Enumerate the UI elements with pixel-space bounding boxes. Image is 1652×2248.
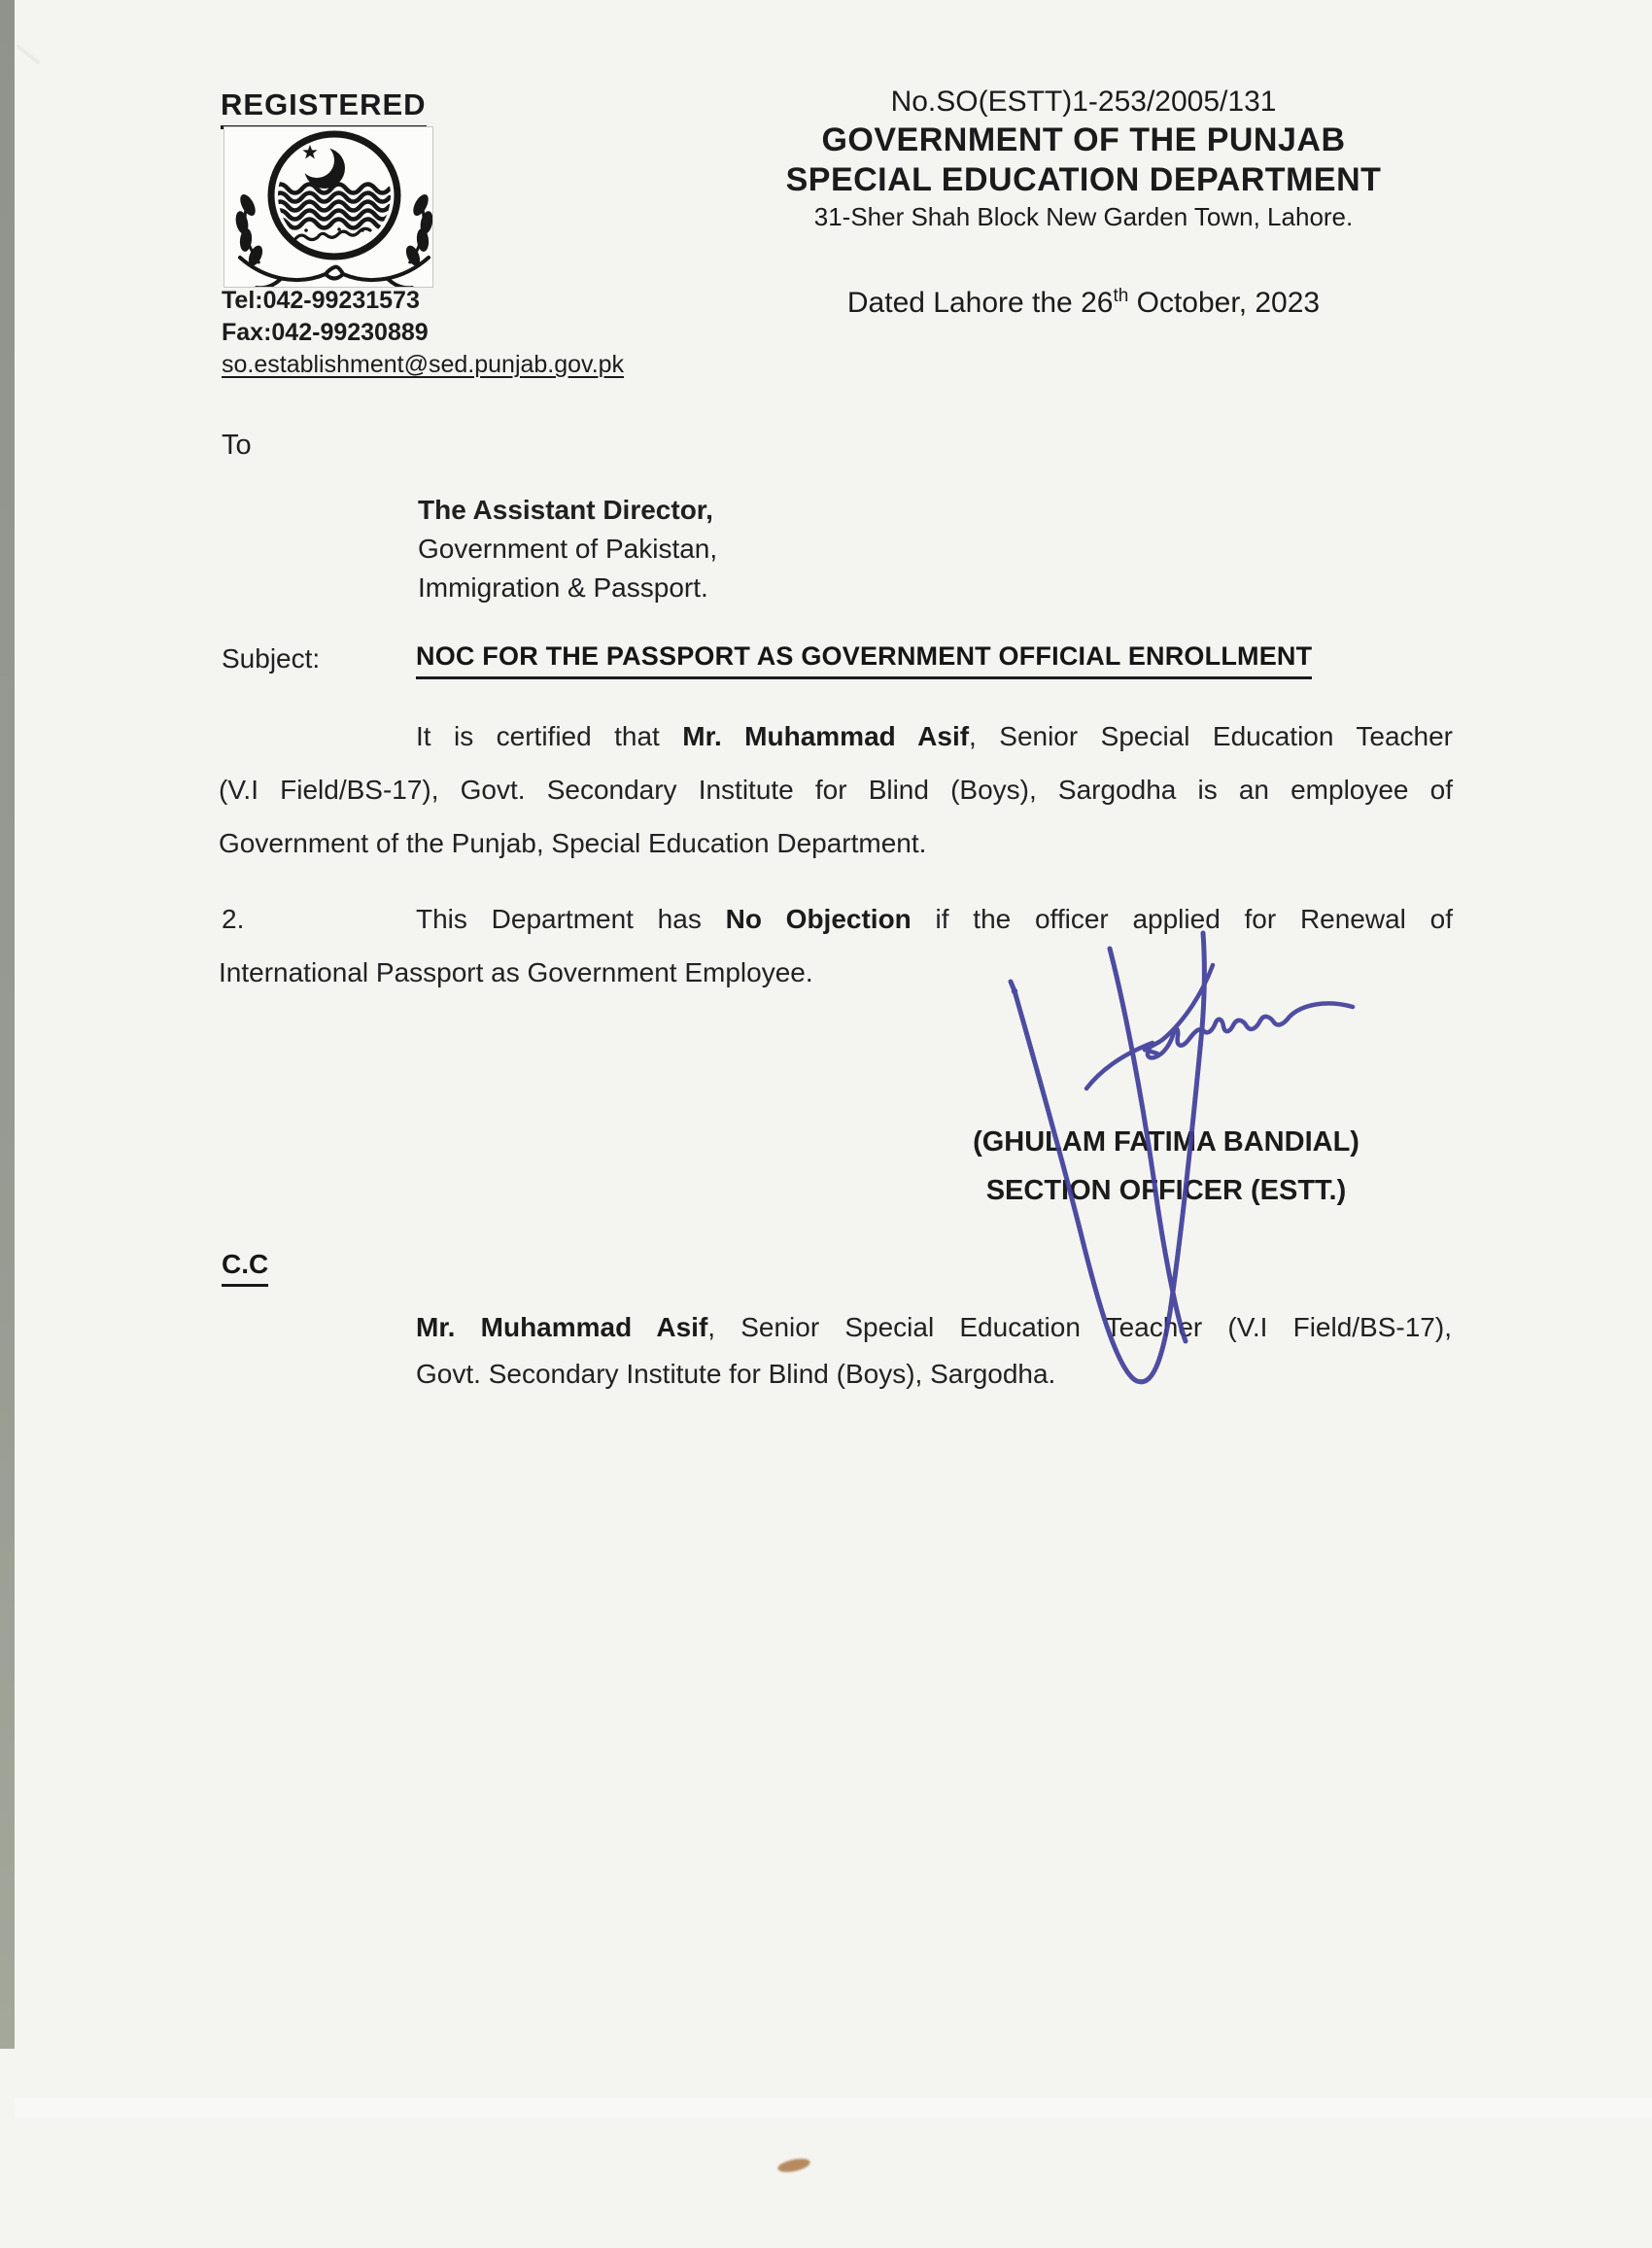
cc-text: , Senior Special Education Teacher (V.I Field/BS-17), [707, 1312, 1452, 1342]
paragraph-1-line-3: Government of the Punjab, Special Education Department. [219, 828, 927, 858]
registered-label: REGISTERED [221, 87, 427, 129]
to-label: To [222, 430, 252, 461]
org-department: SPECIAL EDUCATION DEPARTMENT [785, 161, 1382, 198]
department-crest-box [224, 126, 433, 288]
paper-stain [776, 2157, 811, 2175]
cc-line-1 [416, 1304, 1452, 1351]
email-line: so.establishment@sed.punjab.gov.pk [222, 351, 625, 378]
p2-no-objection: No Objection [725, 904, 912, 934]
date-suffix: October, 2023 [1128, 287, 1321, 319]
recipient-block [418, 491, 717, 607]
cc-block [416, 1304, 1452, 1398]
cc-label: C.C [222, 1249, 268, 1287]
scan-fade-band [15, 2097, 1652, 2117]
paragraph-1-line-2: (V.I Field/BS-17), Govt. Secondary Institute for Blind (Boys), Sargodha is an employee of [219, 775, 1453, 805]
paragraph-2-line-2: International Passport as Government Employee. [219, 957, 813, 987]
cc-line-2: Govt. Secondary Institute for Blind (Boys), Sargodha. [416, 1359, 1056, 1389]
paragraph-2 [219, 892, 1453, 999]
p2-text: This Department has [416, 904, 726, 934]
paragraph-1-line-1 [219, 709, 1453, 763]
date-line [729, 287, 1438, 320]
cc-employee-name: Mr. Muhammad Asif [416, 1312, 708, 1342]
scan-edge-strip [0, 0, 15, 2049]
paragraph-1 [219, 709, 1453, 870]
paragraph-2-line-1 [219, 892, 1453, 946]
recipient-dept: Immigration & Passport. [418, 572, 708, 603]
scan-scratch-mark [16, 44, 41, 65]
recipient-org: Government of Pakistan, [418, 534, 718, 564]
p1-employee-name: Mr. Muhammad Asif [682, 721, 970, 751]
date-ordinal: th [1113, 286, 1129, 306]
subject-text: NOC FOR THE PASSPORT AS GOVERNMENT OFFICIAL ENROLLMENT [416, 641, 1312, 679]
punjab-government-crest-icon [224, 127, 432, 287]
org-name: GOVERNMENT OF THE PUNJAB [821, 121, 1346, 158]
subject-label: Subject: [222, 643, 321, 674]
date-prefix: Dated Lahore the 26 [846, 287, 1114, 319]
org-address: 31-Sher Shah Block New Garden Town, Lahore. [813, 202, 1354, 231]
tel-line: Tel:042-99231573 [222, 287, 420, 314]
paragraph-2-number: 2. [222, 904, 245, 934]
p1-text: It is certified that [416, 721, 683, 751]
p1-text-cont: , Senior Special Education Teacher [969, 721, 1453, 751]
p2-text-cont: if the officer applied for Renewal of [911, 904, 1454, 934]
fax-line: Fax:042-99230889 [222, 319, 429, 346]
recipient-title: The Assistant Director, [418, 495, 713, 525]
reference-number: No.SO(ESTT)1-253/2005/131 [890, 86, 1277, 118]
letterhead-right [729, 84, 1438, 233]
signatory-title: SECTION OFFICER (ESTT.) [985, 1175, 1347, 1206]
signatory-block [923, 1118, 1409, 1215]
signatory-name: (GHULAM FATIMA BANDIAL) [973, 1126, 1359, 1158]
